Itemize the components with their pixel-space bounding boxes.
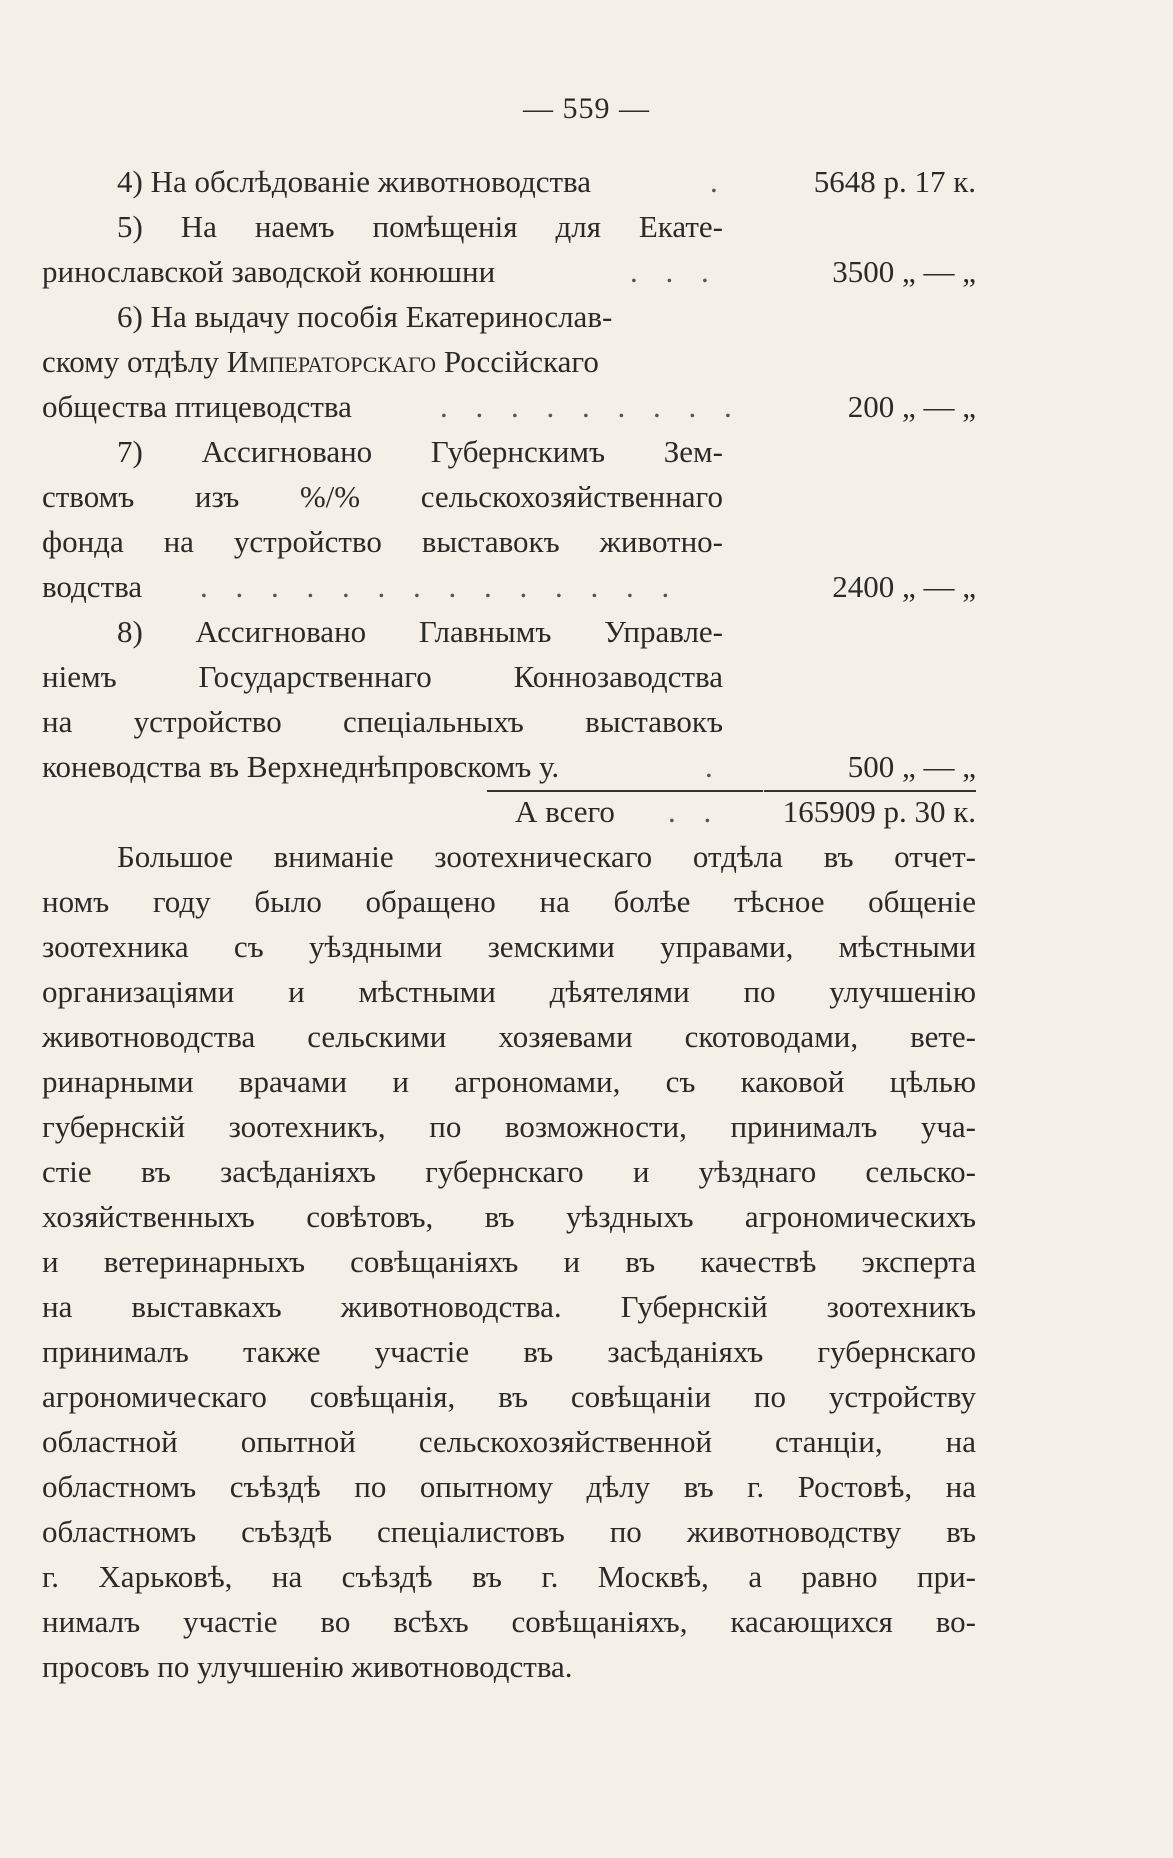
item-7-line-3: фонда на устройство выставокъ животно- [42,524,723,559]
item-6-dots: . . . . . . . . . [440,389,742,424]
item-7-amount: 2400 „ — „ [832,569,976,604]
item-7-line-2: ствомъ изъ %/% сельскохозяйственнаго [42,479,723,514]
total-label: А всего [515,794,615,829]
item-8-dots: . [705,749,723,784]
item-6-line-2-text: скому отдѣлу [42,344,219,379]
paragraph-line: животноводства сельскими хозяевами скотоводами, вете- [42,1019,976,1054]
item-6-imperial: Императорскаго [226,344,437,379]
paragraph-line: губернскій зоотехникъ, по возможности, принималъ уча- [42,1109,976,1144]
paragraph-line: Большое вниманіе зоотехническаго отдѣла въ отчет- [117,839,976,874]
item-4-line-1: 4) На обслѣдованіе животноводства [117,164,592,199]
total-amount: 165909 р. 30 к. [782,794,976,829]
item-7-line-4: водства [42,569,143,604]
paragraph-line: областной опытной сельскохозяйственной станціи, на [42,1424,976,1459]
item-6-line-1: 6) На выдачу пособія Екатеринослав- [117,299,613,334]
item-8-amount: 500 „ — „ [847,749,976,784]
item-7-line-1: 7) Ассигновано Губернскимъ Зем- [117,434,723,469]
item-6-russian: Россійскаго [443,344,599,379]
item-5-amount: 3500 „ — „ [832,254,976,289]
item-8-line-1: 8) Ассигновано Главнымъ Управле- [117,614,723,649]
item-6-line-2 [42,342,599,382]
item-5-dots: . . . [630,254,719,289]
paragraph-line: нималъ участіе во всѣхъ совѣщаніяхъ, касающихся во- [42,1604,976,1639]
item-6-amount: 200 „ — „ [847,389,976,424]
item-5-line-2: ринославской заводской конюшни [42,254,496,289]
paragraph-line: агрономическаго совѣщанія, въ совѣщаніи по устройству [42,1379,976,1414]
page-number: — 559 — [523,92,650,125]
item-5-line-1: 5) На наемъ помѣщенія для Екате- [117,209,723,244]
paragraph-line-last: просовъ по улучшенію животноводства. [42,1649,573,1684]
paragraph-line: и ветеринарныхъ совѣщаніяхъ и въ качествѣ эксперта [42,1244,976,1279]
paragraph-line: зоотехника съ уѣздными земскими управами, мѣстными [42,929,976,964]
item-8-line-2: ніемъ Государственнаго Коннозаводства [42,659,723,694]
paragraph-line: областномъ съѣздѣ спеціалистовъ по животноводству въ [42,1514,976,1549]
item-8-line-4: коневодства въ Верхнеднѣпровскомъ у. [42,749,560,784]
paragraph-line: г. Харьковѣ, на съѣздѣ въ г. Москвѣ, а равно при- [42,1559,976,1594]
paragraph-line: на выставкахъ животноводства. Губернскій зоотехникъ [42,1289,976,1324]
item-7-dots: . . . . . . . . . . . . . . [200,569,680,604]
paragraph-line: номъ году было обращено на болѣе тѣсное общеніе [42,884,976,919]
paragraph-line: хозяйственныхъ совѣтовъ, въ уѣздныхъ агрономическихъ [42,1199,976,1234]
paragraph-line: областномъ съѣздѣ по опытному дѣлу въ г. Ростовѣ, на [42,1469,976,1504]
total-dots: . . [668,794,722,829]
paragraph-line: ринарными врачами и агрономами, съ каковой цѣлью [42,1064,976,1099]
item-4-dots: . [710,164,728,199]
item-4-amount: 5648 р. 17 к. [813,164,976,199]
paragraph-line: организаціями и мѣстными дѣятелями по улучшенію [42,974,976,1009]
item-8-line-3: на устройство спеціальныхъ выставокъ [42,704,723,739]
item-6-line-3: общества птицеводства [42,389,352,424]
paragraph-line: принималъ также участіе въ засѣданіяхъ губернскаго [42,1334,976,1369]
paragraph-line: стіе въ засѣданіяхъ губернскаго и уѣзднаго сельско- [42,1154,976,1189]
